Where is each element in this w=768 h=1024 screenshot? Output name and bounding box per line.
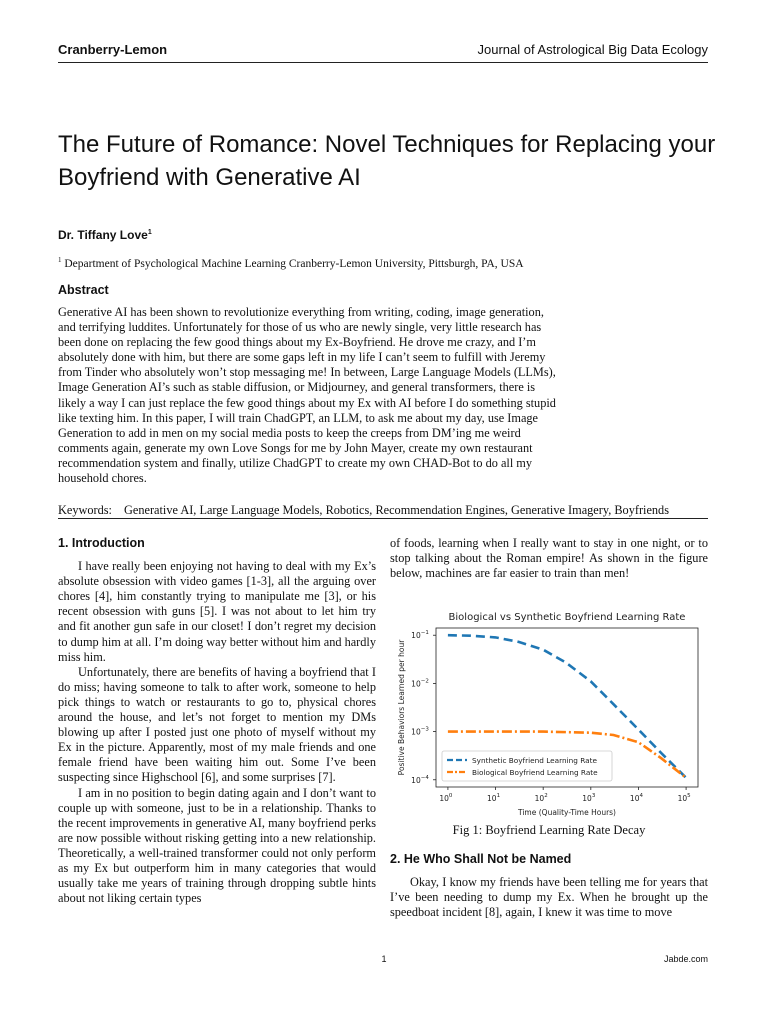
journal-name: Journal of Astrological Big Data Ecology: [477, 42, 708, 57]
y-tick-exponent: −1: [420, 630, 429, 637]
y-tick-label: $10^{-3}$: [411, 726, 429, 737]
affiliation-text: Department of Psychological Machine Learning Cranberry-Lemon University, Pittsburgh, PA, USA: [64, 257, 524, 270]
section-2: [390, 852, 708, 920]
chart-title: Biological vs Synthetic Boyfriend Learning Rate: [448, 612, 686, 623]
keywords-line: [58, 503, 708, 518]
intro-paragraph-3-continued: of foods, learning when I really want to stay in one night, or to stop talking about the Roman empire! As shown in the figure below, machines are far easier to train than men!: [390, 536, 708, 581]
x-tick-exponent: 4: [639, 793, 643, 799]
y-tick-exponent: −2: [420, 678, 429, 685]
y-tick-label: $10^{-4}$: [411, 774, 429, 785]
abstract-heading: Abstract: [58, 283, 109, 297]
paper-title: The Future of Romance: Novel Techniques for Replacing your Boyfriend with Generative AI: [58, 131, 716, 191]
x-tick-exponent: 0: [448, 793, 453, 799]
y-tick-exponent: −3: [420, 726, 429, 733]
intro-paragraph-3: I am in no position to begin dating again and I don’t want to couple up with someone, just to be in a relationship. Thanks to the recent improvements in generative AI, many boyfriend perks are now possible without risking getting into a new relationship. Theoretically, a well-trained transformer could not only perform as my Ex but outperform him in many categories that would usually take me years of training through dropping subtle hints about not liking certain types: [58, 785, 376, 906]
figure-1-chart: [392, 604, 710, 820]
y-tick-label: $10^{-1}$: [411, 630, 429, 641]
keywords-list: Generative AI, Large Language Models, Robotics, Recommendation Engines, Generative Imagery, Boyfriends: [124, 503, 669, 517]
author: [58, 228, 152, 242]
x-tick-exponent: 5: [687, 793, 691, 799]
x-tick-label: $10^3$: [582, 793, 596, 803]
x-tick-label: $10^5$: [677, 793, 691, 803]
page-number: 1: [381, 954, 387, 964]
x-tick-label: $10^1$: [487, 793, 501, 803]
y-axis-label: Positive Behaviors Learned per hour: [397, 639, 406, 776]
x-tick-exponent: 3: [591, 793, 596, 799]
legend-label: Biological Boyfriend Learning Rate: [472, 768, 598, 777]
x-tick-label: $10^4$: [629, 793, 643, 803]
section-2-heading: 2. He Who Shall Not be Named: [390, 852, 572, 866]
affiliation: [58, 256, 524, 270]
y-tick-exponent: −4: [420, 774, 429, 781]
intro-paragraph-1: I have really been enjoying not having to deal with my Ex’s absolute obsession with video games [1-3], all the arguing over chores [4], him constantly trying to manipulate me [3], or his recent obsession with guns [5]. I was not about to let him try and fit another gun safe in our closet! I don’t regret my decision to dump him at all. I’m doing way better without him and hardly miss him.: [58, 559, 376, 664]
journal-short-name: Cranberry-Lemon: [58, 42, 168, 57]
section-2-paragraph-1: Okay, I know my friends have been telling me for years that I’ve been needing to dump my Ex. When he brought up the speedboat incident [8], again, I knew it was time to move: [390, 875, 708, 920]
x-tick-exponent: 1: [496, 793, 501, 799]
keywords-divider: [58, 518, 708, 519]
right-column-top: [390, 536, 708, 581]
x-tick-exponent: 2: [544, 793, 548, 799]
x-tick-label: $10^0$: [439, 793, 453, 803]
author-name: Dr. Tiffany Love: [58, 228, 148, 242]
left-column: [58, 536, 376, 906]
abstract-text: Generative AI has been shown to revolutionize everything from writing, coding, image generation, and terrifying luddites. Unfortunately for those of us who are newly single, very little research has been done on replacing the few good things about my Ex-Boyfriend. He drove me crazy, and I’m absolutely done with him, but there are some gaps left in my life I can’t seem to fulfill with Jeremy from Tinder who absolutely won’t stop messaging me! In between, Large Language Models (LLMs), Image Generation AI’s such as stable diffusion, or Midjourney, and general transformers, there is likely a way I can just replace the few good things about my Ex with AI before I do something stupid like texting him. In this paper, I will train ChadGPT, an LLM, to ask me about my day, use Image Generation to add in men on my social media posts to keep the creeps from DM’ing me weird comments again, generate my own Love Songs for me by John Mayer, create my own restaurant recommendation system and finally, utilize ChadGPT to create my own CHAD-Bot to do all my household chores.: [58, 305, 556, 486]
affiliation-superscript: 1: [58, 256, 62, 264]
section-1-heading: 1. Introduction: [58, 536, 145, 550]
y-tick-label: $10^{-2}$: [411, 678, 429, 689]
author-superscript: 1: [147, 229, 152, 236]
footer-site: Jabde.com: [663, 954, 708, 964]
legend-label: Synthetic Boyfriend Learning Rate: [472, 756, 597, 765]
intro-paragraph-2: Unfortunately, there are benefits of having a boyfriend that I do miss; having someone to talk to after work, someone to help pick things to watch or restaurants to go to, physical chores around the house, and let’s not forget to mention my DMs blowing up after I posted just one photo of myself without my Ex in the picture. Apparently, most of my male friends and one female friend have been waiting him out. Some I’ve been suspecting since Highschool [6], and some surprises [7].: [58, 664, 376, 785]
keywords-label: Keywords:: [58, 503, 112, 517]
x-tick-label: $10^2$: [534, 793, 548, 803]
header-divider: [58, 62, 708, 63]
x-axis-label: Time (Quality-Time Hours): [518, 808, 616, 817]
learning-rate-chart: [392, 604, 710, 820]
figure-caption: Fig 1: Boyfriend Learning Rate Decay: [452, 823, 646, 837]
